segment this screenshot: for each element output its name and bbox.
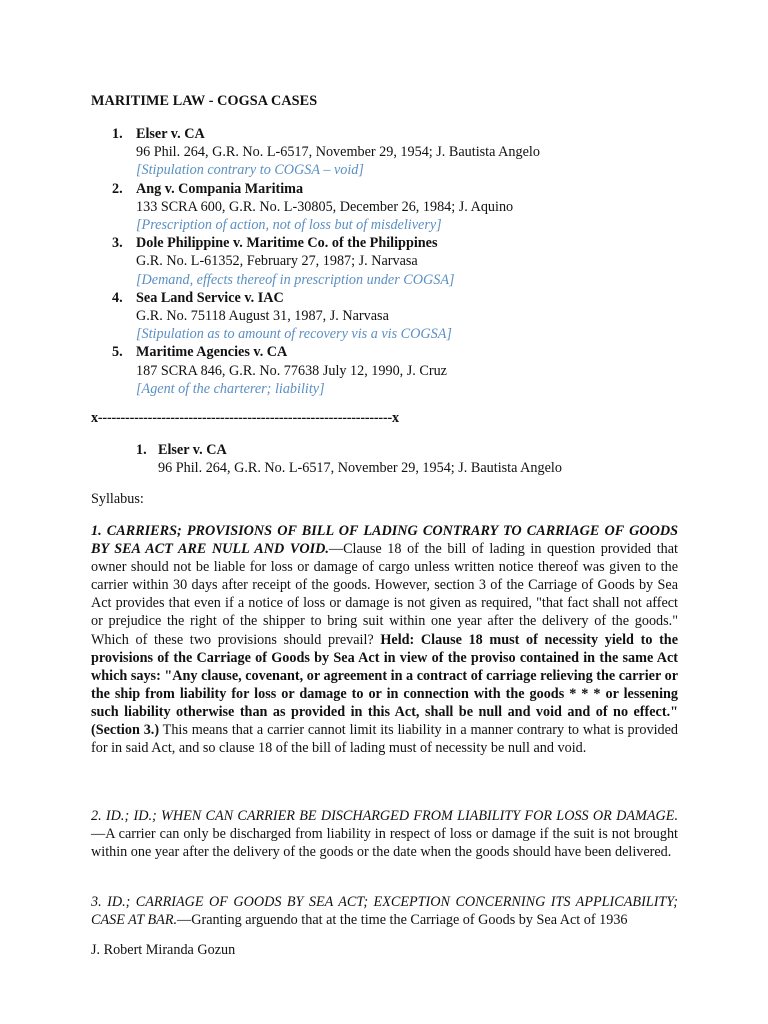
case-citation: 133 SCRA 600, G.R. No. L-30805, December 26, 1984; J. Aquino	[136, 198, 514, 215]
case-item	[91, 125, 691, 180]
author-footer: J. Robert Miranda Gozun	[91, 942, 236, 958]
paragraph-text: —Clause 18 of the bill of lading in question provided that owner should not be liable for loss or damage of cargo unless written notice thereof was given to the carrier within 30 days after receipt of the goods. However, section 3 of the Carriage of Goods by Sea Act provides that even if a notice of loss or damage is not given as required, "that fact shall not affect or prejudice the right of the shipper to bring suit within one year after the delivery of the goods." Which of these two provisions should prevail?	[91, 541, 678, 648]
case-note: [Agent of the charterer; liability]	[136, 380, 325, 397]
syllabus-paragraph-1	[91, 522, 678, 757]
case-number: 2.	[112, 180, 123, 197]
page-title: MARITIME LAW - COGSA CASES	[91, 93, 318, 109]
case-note: [Prescription of action, not of loss but of misdelivery]	[136, 217, 442, 234]
paragraph-text: —A carrier can only be discharged from liability in respect of loss or damage if the suit is not brought within one year after the delivery of the goods or the date when the goods should have been delivered.	[91, 826, 678, 861]
case-note: [Stipulation as to amount of recovery vis a vis COGSA]	[136, 326, 452, 343]
syllabus-paragraph-3	[91, 893, 678, 929]
section-separator: x-----------------------------------------------------------------x	[91, 410, 399, 426]
case-name: Sea Land Service v. IAC	[136, 289, 284, 306]
case-name: Dole Philippine v. Maritime Co. of the Philippines	[136, 235, 438, 252]
case-citation: 96 Phil. 264, G.R. No. L-6517, November 29, 1954; J. Bautista Angelo	[136, 144, 540, 161]
syllabus-paragraph-2	[91, 807, 678, 861]
case-note: [Demand, effects thereof in prescription under COGSA]	[136, 271, 455, 288]
case-item	[91, 180, 691, 235]
case-name: Ang v. Compania Maritima	[136, 180, 304, 197]
case-item	[91, 234, 691, 289]
case-item	[91, 343, 691, 398]
case-number: 1.	[136, 442, 147, 458]
case-name: Elser v. CA	[158, 442, 227, 458]
case-name: Maritime Agencies v. CA	[136, 344, 288, 361]
case-list	[91, 125, 691, 398]
paragraph-text: This means that a carrier cannot limit its liability in a manner contrary to what is provided for in said Act, and so clause 18 of the bill of lading must of necessity be null and void.	[91, 722, 678, 757]
syllabus-label: Syllabus:	[91, 491, 144, 507]
case-name: Elser v. CA	[136, 126, 205, 142]
case-number: 3.	[112, 235, 123, 252]
case-number: 1.	[112, 126, 123, 142]
paragraph-heading: 3. ID.; CARRIAGE OF GOODS BY SEA ACT; EXCEPTION CONCERNING ITS APPLICABILITY; CASE AT BAR.	[91, 894, 678, 929]
case-number: 4.	[112, 289, 123, 306]
case-citation: G.R. No. L-61352, February 27, 1987; J. Narvasa	[136, 253, 418, 270]
case-citation: 187 SCRA 846, G.R. No. 77638 July 12, 1990, J. Cruz	[136, 362, 447, 379]
case-note: [Stipulation contrary to COGSA – void]	[136, 162, 364, 179]
case-number: 5.	[112, 344, 123, 361]
case-item	[91, 289, 691, 344]
paragraph-heading: 2. ID.; ID.; WHEN CAN CARRIER BE DISCHARGED FROM LIABILITY FOR LOSS OR DAMAGE.	[91, 808, 678, 824]
case-citation: G.R. No. 75118 August 31, 1987, J. Narvasa	[136, 308, 389, 325]
paragraph-text: —Granting arguendo that at the time the Carriage of Goods by Sea Act of 1936	[177, 912, 628, 929]
repeat-case	[136, 441, 562, 477]
held-text: Held: Clause 18 must of necessity yield to the provisions of the Carriage of Goods by Sea Act in view of the proviso contained in the same Act which says: "Any clause, covenant, or agreement in a contract of carriage relieving the carrier or the ship from liability for loss or damage to or in connection with the goods * * * or lessening such liability otherwise than as provided in this Act, shall be null and void and of no effect." (Section 3.)	[91, 631, 678, 739]
case-citation: 96 Phil. 264, G.R. No. L-6517, November 29, 1954; J. Bautista Angelo	[158, 460, 562, 477]
paragraph-heading: 1. CARRIERS; PROVISIONS OF BILL OF LADING CONTRARY TO CARRIAGE OF GOODS BY SEA ACT ARE NULL AND VOID.	[91, 523, 678, 558]
